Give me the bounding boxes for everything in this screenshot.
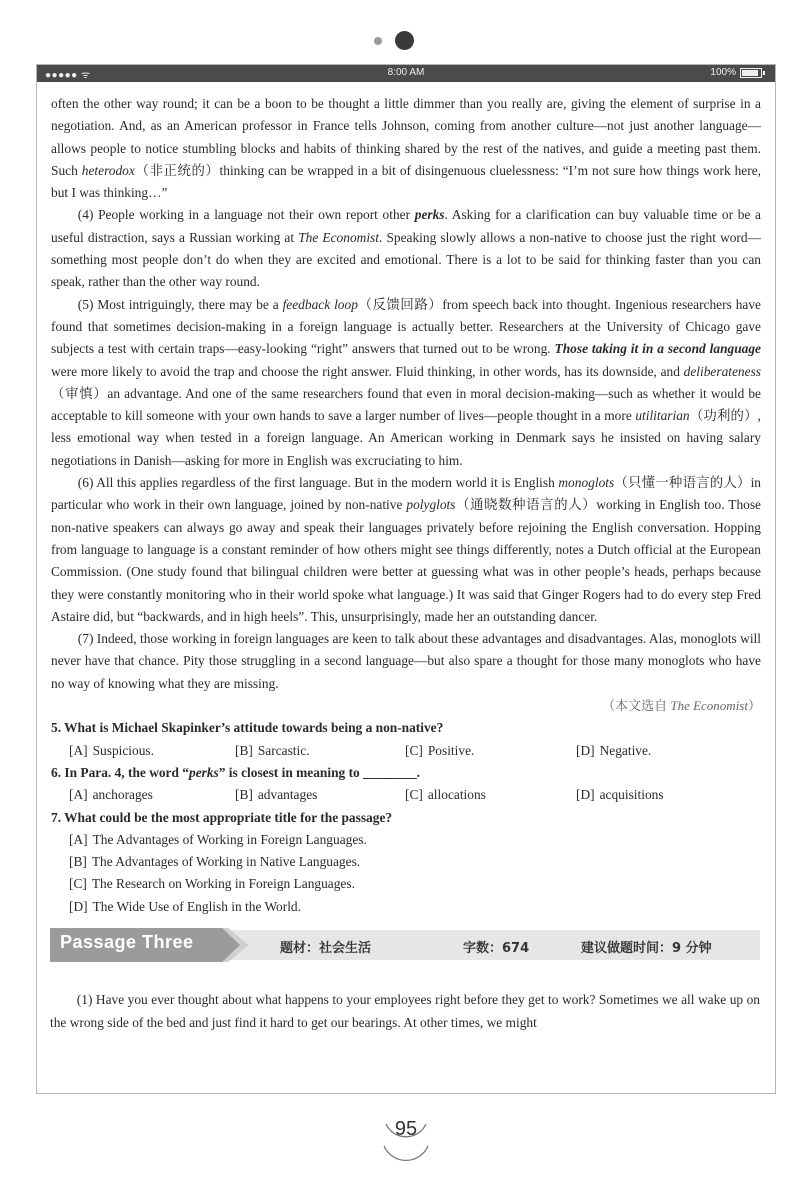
term-feedback-loop: feedback loop: [282, 296, 358, 312]
highlighted-phrase: Those taking it in a second language: [554, 341, 761, 357]
publication-name: The Economist: [298, 229, 379, 245]
question-6-options: [51, 784, 761, 806]
option-a[interactable]: [A] The Advantages of Working in Foreign Languages.: [69, 831, 367, 847]
passage-three-paragraph-1: (1) Have you ever thought about what happens to your employees right before they get to work? Sometimes we all wake up on the wrong side of the bed and just find it hard to get our bearings. At other times, we might: [50, 992, 760, 1030]
term-utilitarian: utilitarian: [635, 408, 690, 424]
option-b[interactable]: [B] advantages: [235, 787, 318, 803]
reading-content: [51, 93, 761, 918]
passage-three-content: [50, 976, 760, 1047]
paragraph-5: (5) Most intriguingly, there may be a feedback loop（反馈回路）from speech back into thought. Ingenious researchers have found that sometimes decision-making in a foreign language is actually better. Researchers at the University of Chicago gave subjects a test with certain traps—easy-looking “right” answers that turned out to be wrong. Those taking it in a second language were more likely to avoid the trap and choose the right answer. Fluid thinking, in other words, has its downside, and deliberateness（审慎）an advantage. And one of the same researchers found that even in moral decision-making—such as whether it would be acceptable to kill someone with your own hands to save a larger number of lives—people thought in a more utilitarian（功利的）, less emotional way when tested in a foreign language. An American working in Denmark says he insisted on having salary negotiations in Danish—asking for more in English was excruciating to him.: [51, 296, 761, 468]
signal-strength: ●●●●● ᯤ: [45, 70, 91, 81]
question-6: 6. In Para. 4, the word “perks” is closest in meaning to ________.: [51, 764, 420, 780]
status-bar: [37, 65, 775, 82]
paragraph-continued: often the other way round; it can be a boon to be thought a little dimmer than you really are, giving the element of surprise in a negotiation. And, as an American professor in France tells Johnson, coming from another culture—not just another language—allows people to notice stumbling blocks and habits of thinking shared by the rest of the natives, and guide a meeting past them. Such heterodox（非正统的）thinking can be wrapped in a bit of disingenuous cluelessness: “I’m not sure how things work here, but I was thinking…”: [51, 96, 761, 201]
paragraph-7: (7) Indeed, those working in foreign languages are keen to talk about these advantages and disadvantages. Alas, monoglots will never have that chance. Pity those struggling in a second language—but also spare a thought for those many monoglots who have no way of knowing what they are missing.: [51, 631, 761, 691]
sensor-dot: [374, 37, 382, 45]
source-citation: （本文选自 The Economist）: [602, 698, 761, 714]
term-perks: perks: [414, 207, 445, 223]
term-monoglots: monoglots: [558, 475, 615, 491]
option-d[interactable]: [D] acquisitions: [576, 787, 664, 803]
option-b[interactable]: [B] The Advantages of Working in Native Languages.: [69, 854, 361, 870]
status-time: 8:00 AM: [387, 67, 425, 78]
passage-suggested-time: 建议做题时间：9 分钟: [581, 941, 712, 956]
option-a[interactable]: [A] Suspicious.: [69, 742, 154, 758]
term-heterodox: heterodox: [81, 162, 135, 178]
battery-icon: [740, 68, 762, 78]
camera-indicator: [372, 30, 422, 52]
page-number: 95: [394, 1118, 418, 1140]
question-5-options: [51, 740, 761, 762]
paragraph-6: (6) All this applies regardless of the first language. But in the modern world it is English monoglots（只懂一种语言的人）in particular who work in their own language, joined by non-native polyglots（通晓数种语言的人）working in English too. Those non-native speakers can always go away and speak their languages privately before rejoining the English conversation. Hopping from language to language is a constant reminder of how others might see things differently, notes a Dutch official at the European Commission. (One study found that bilingual children were better at guessing what was in other people’s heads, perhaps because they were constantly monitoring who in their world spoke what language.) It was said that Ginger Rogers had to do every step Fred Astaire did, but “backwards, and in high heels”. This, unsurprisingly, made her an outstanding dancer.: [51, 475, 762, 624]
option-c[interactable]: [C] Positive.: [405, 742, 475, 758]
option-c[interactable]: [C] The Research on Working in Foreign Languages.: [69, 876, 355, 892]
battery-tip: [763, 71, 765, 75]
term-deliberateness: deliberateness: [683, 363, 761, 379]
passage-header: [50, 928, 760, 962]
passage-title: Passage Three: [60, 932, 194, 952]
option-d[interactable]: [D] The Wide Use of English in the World.: [69, 898, 301, 914]
option-c[interactable]: [C] allocations: [405, 787, 486, 803]
question-7: 7. What could be the most appropriate title for the passage?: [51, 809, 393, 825]
camera-dot: [395, 31, 414, 50]
passage-topic: 题材：社会生活: [280, 941, 372, 956]
question-5: 5. What is Michael Skapinker’s attitude towards being a non-native?: [51, 720, 444, 736]
battery-percent: 100%: [710, 67, 736, 78]
question-7-options: [51, 829, 761, 918]
term-polyglots: polyglots: [406, 497, 456, 513]
battery-status: [710, 67, 765, 78]
page-number-badge: [380, 1112, 432, 1162]
passage-word-count: 字数：674: [463, 941, 530, 956]
option-d[interactable]: [D] Negative.: [576, 742, 652, 758]
paragraph-4: (4) People working in a language not their own report other perks. Asking for a clarification can buy valuable time or be a useful distraction, says a Russian working at The Economist. Speaking slowly allows a non-native to choose just the right word—something most people don’t do when they are excited and emotional. There is a lot to be said for thinking faster than you can speak, rather than the other way round.: [51, 207, 761, 290]
option-b[interactable]: [B] Sarcastic.: [235, 742, 310, 758]
battery-level: [742, 70, 758, 76]
option-a[interactable]: [A] anchorages: [69, 787, 153, 803]
